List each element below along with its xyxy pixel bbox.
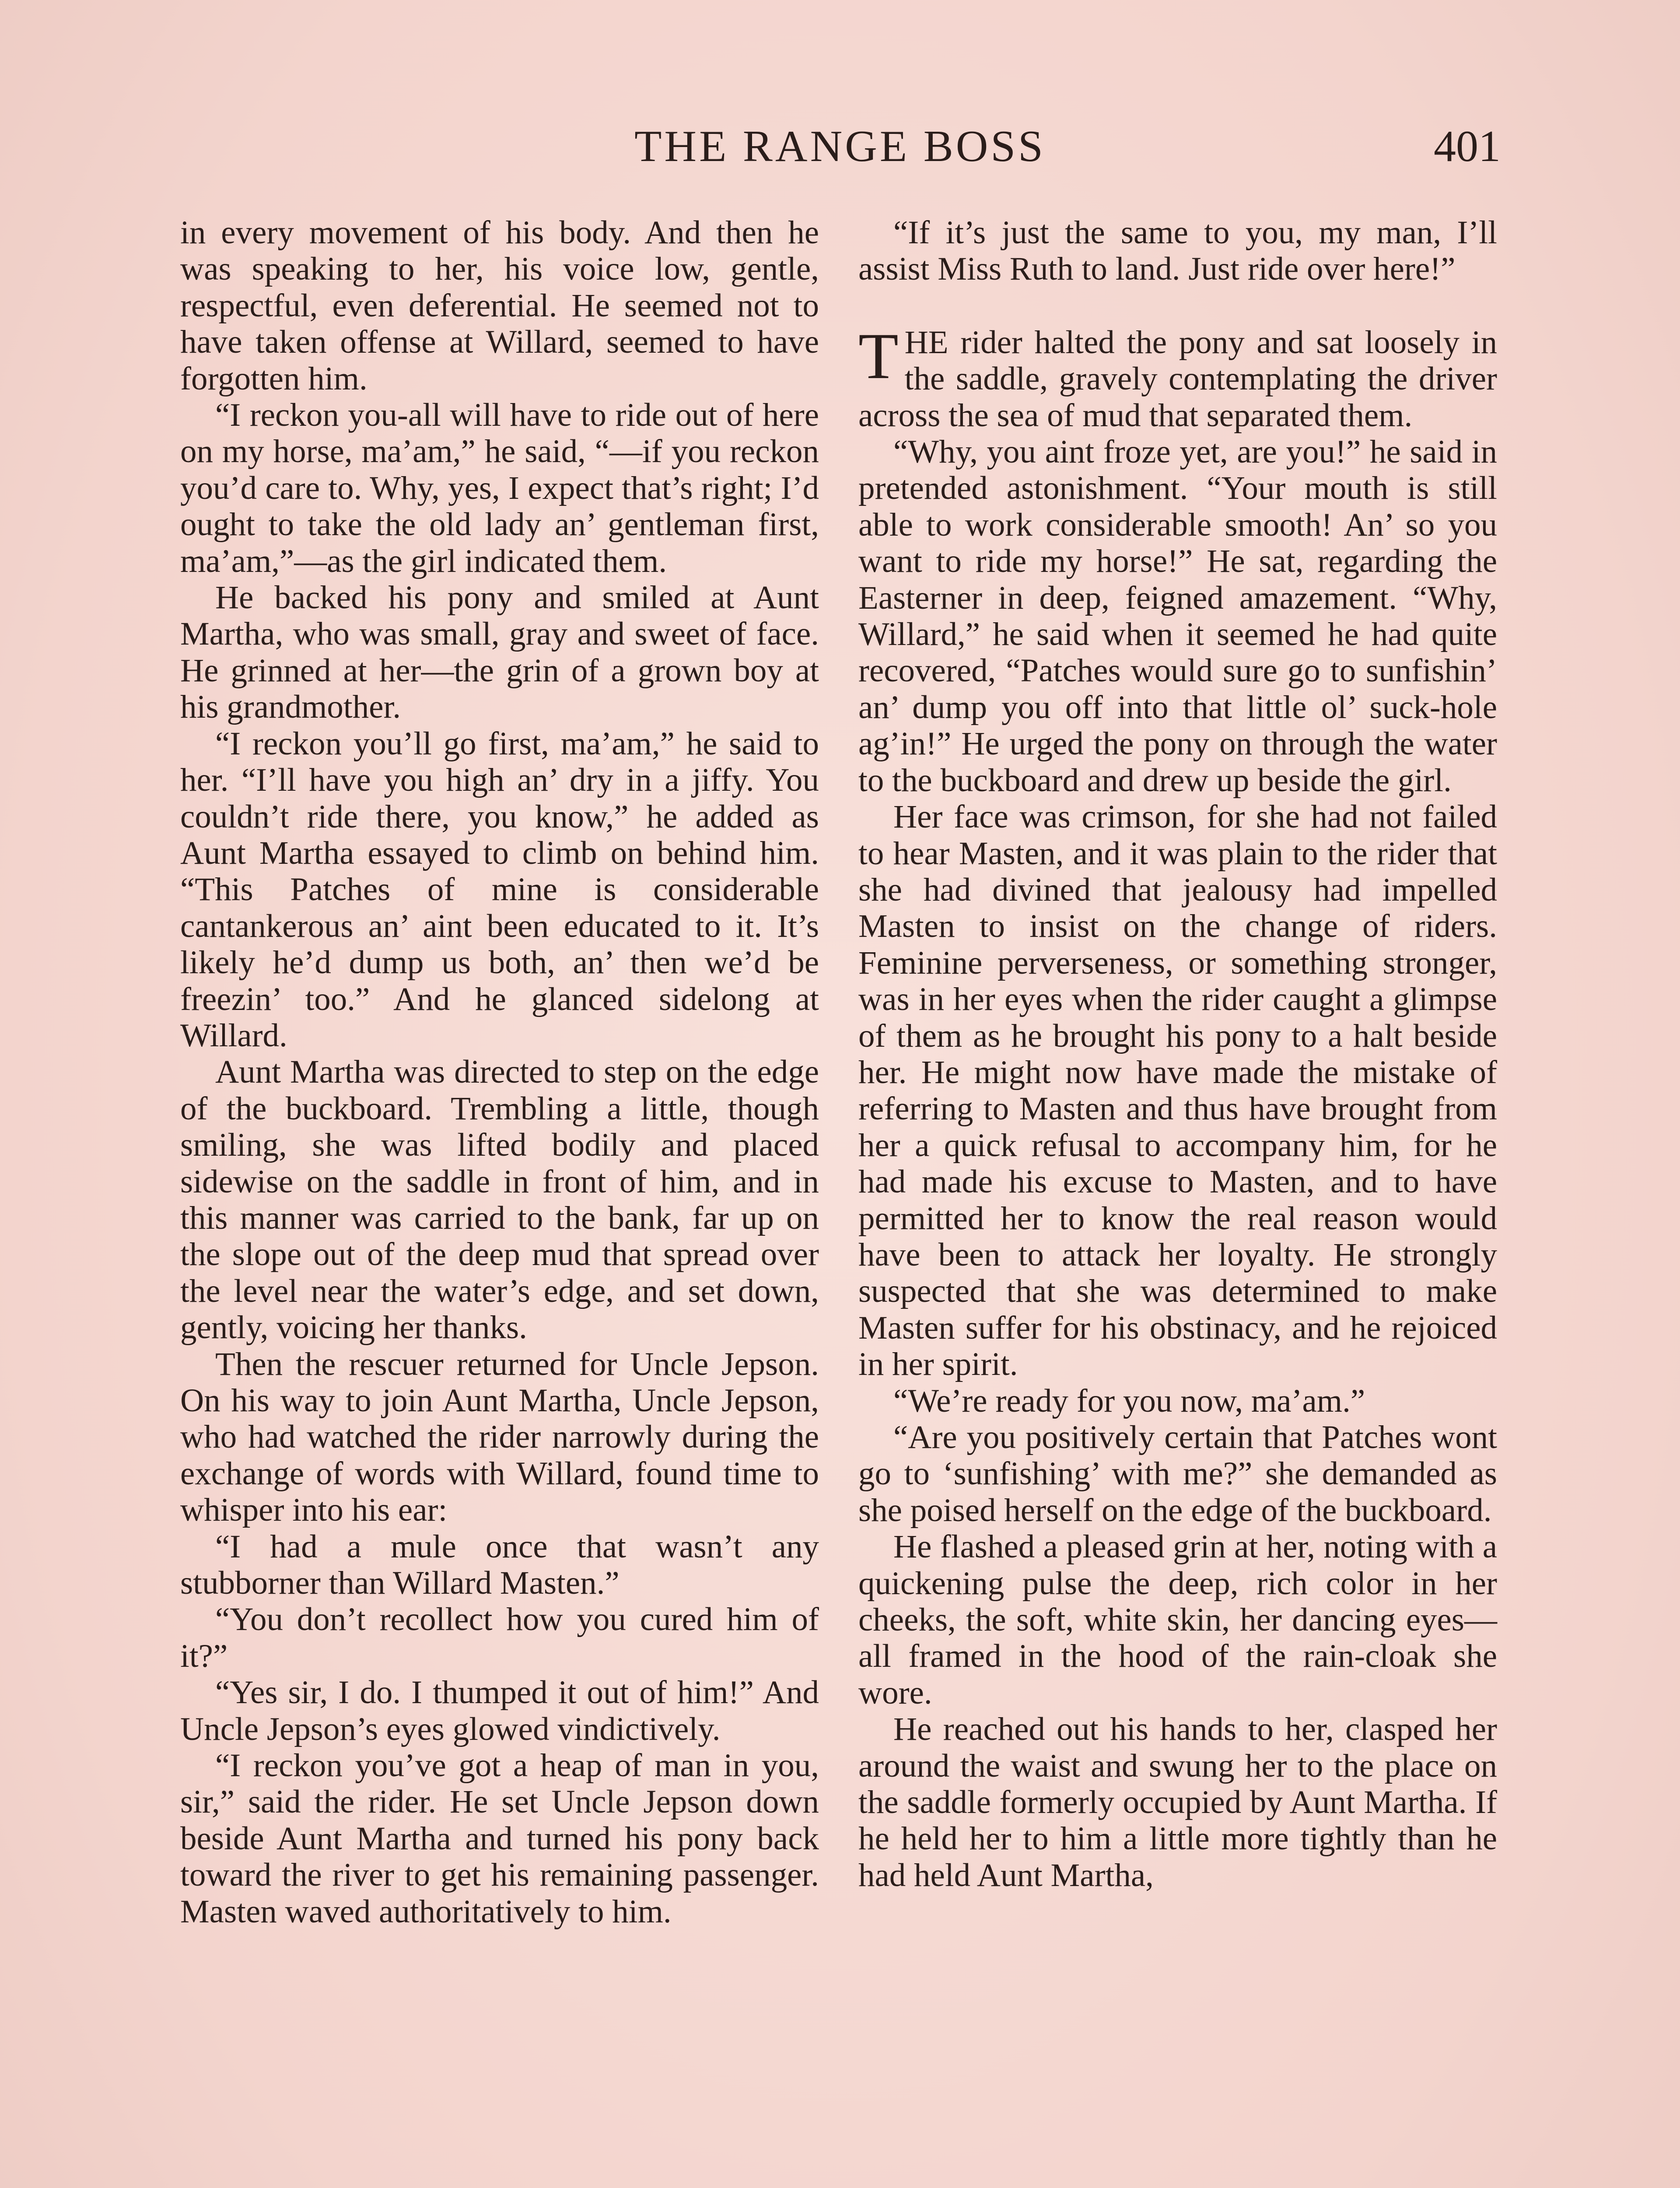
dropcap-paragraph xyxy=(858,319,1497,434)
page-number: 401 xyxy=(1434,122,1501,171)
dropcap-paragraph-text: HE rider halted the pony and sat loosely in the saddle, gravely contemplating the driver across the sea of mud that separated them. xyxy=(858,324,1497,434)
section-break xyxy=(858,288,1497,324)
paragraph: “I reckon you’ll go first, ma’am,” he said to her. “I’ll have you high an’ dry in a jiffy. You couldn’t ride there, you know,” he added as Aunt Martha essayed to climb on behind him. “This Patches of mine is considerable cantankerous an’ aint been educated to it. It’s likely he’d dump us both, an’ then we’d be freezin’ too.” And he glanced sidelong at Willard. xyxy=(180,725,819,1054)
paragraph: Then the rescuer returned for Uncle Jepson. On his way to join Aunt Martha, Uncle Jepson, who had watched the rider narrowly during the exchange of words with Willard, found time to whisper into his ear: xyxy=(180,1346,819,1529)
paragraph: “If it’s just the same to you, my man, I’ll assist Miss Ruth to land. Just ride over here!” xyxy=(858,214,1497,288)
paragraph: “I reckon you’ve got a heap of man in you, sir,” said the rider. He set Uncle Jepson down beside Aunt Martha and turned his pony back toward the river to get his remaining passenger. Masten waved authoritatively to him. xyxy=(180,1747,819,1930)
paragraph: “Are you positively certain that Patches wont go to ‘sunfishing’ with me?” she demanded as she poised herself on the edge of the buckboard. xyxy=(858,1419,1497,1529)
left-column xyxy=(180,214,819,1930)
paragraph: “You don’t recollect how you cured him of it?” xyxy=(180,1601,819,1674)
running-head xyxy=(179,118,1501,175)
paragraph: He flashed a pleased grin at her, noting with a quickening pulse the deep, rich color in her cheeks, the soft, white skin, her dancing eyes—all framed in the hood of the rain-cloak she wore. xyxy=(858,1529,1497,1711)
paragraph: “I had a mule once that wasn’t any stubborner than Willard Masten.” xyxy=(180,1528,819,1602)
paragraph: in every movement of his body. And then he was speaking to her, his voice low, gentle, respectful, even deferential. He seemed not to have taken offense at Willard, seemed to have forgotten him. xyxy=(180,214,819,397)
paragraph: He backed his pony and smiled at Aunt Martha, who was small, gray and sweet of face. He grinned at her—the grin of a grown boy at his grandmother. xyxy=(180,579,819,726)
running-title: THE RANGE BOSS xyxy=(634,122,1046,171)
paragraph: Her face was crimson, for she had not failed to hear Masten, and it was plain to the rider that she had divined that jealousy had impelled Masten to insist on the change of riders. Feminine perverseness, or something stronger, was in her eyes when the rider caught a glimpse of them as he brought his pony to a halt beside her. He might now have made the mistake of referring to Masten and thus have brought from her a quick refusal to accompany him, for he had made his excuse to Masten, and to have permitted her to know the real reason would have been to attack her loyalty. He strongly suspected that she was determined to make Masten suffer for his obstinacy, and he rejoiced in her spirit. xyxy=(858,799,1497,1383)
paragraph: He reached out his hands to her, clasped her around the waist and swung her to the place on the saddle formerly occupied by Aunt Martha. If he held her to him a little more tightly than he had held Aunt Martha, xyxy=(858,1711,1497,1893)
paragraph: “We’re ready for you now, ma’am.” xyxy=(893,1382,1365,1419)
paragraph: “Why, you aint froze yet, are you!” he said in pretended astonishment. “Your mouth is still able to work considerable smooth! An’ so you want to ride my horse!” He sat, regarding the Easterner in deep, feigned amazement. “Why, Willard,” he said when it seemed he had quite recovered, “Patches would sure go to sunfishin’ an’ dump you off into that little ol’ suck-hole ag’in!” He urged the pony on through the water to the buckboard and drew up beside the girl. xyxy=(858,434,1497,799)
drop-cap: T xyxy=(858,319,899,393)
paragraph: Aunt Martha was directed to step on the edge of the buckboard. Trembling a little, though smiling, she was lifted bodily and placed sidewise on the saddle in front of him, and in this manner was carried to the bank, far up on the slope out of the deep mud that spread over the level near the water’s edge, and set down, gently, voicing her thanks. xyxy=(180,1054,819,1346)
right-column xyxy=(858,214,1497,1893)
paragraph: “I reckon you-all will have to ride out of here on my horse, ma’am,” he said, “—if you reckon you’d care to. Why, yes, I expect that’s right; I’d ought to take the old lady an’ gentleman first, ma’am,”—as the girl indicated them. xyxy=(180,397,819,579)
paragraph: “Yes sir, I do. I thumped it out of him!” And Uncle Jepson’s eyes glowed vindictively. xyxy=(180,1674,819,1747)
